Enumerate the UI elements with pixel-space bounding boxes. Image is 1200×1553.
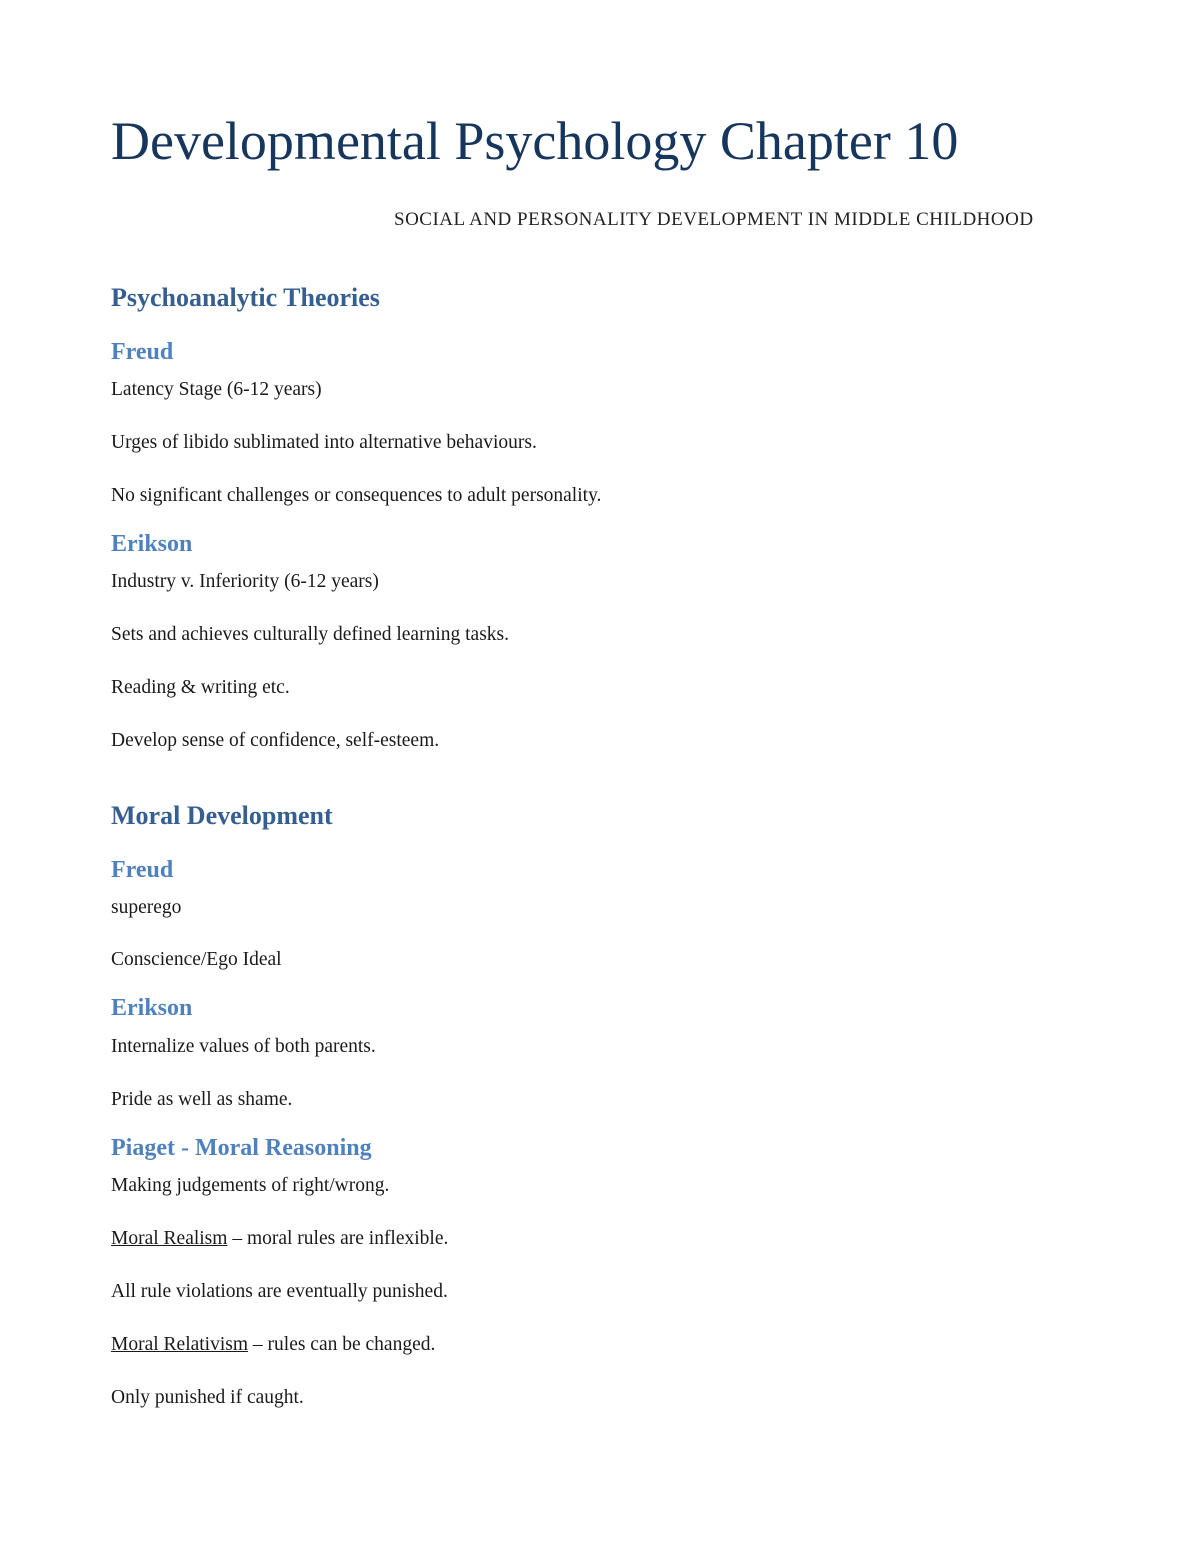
paragraph: Urges of libido sublimated into alternative behaviours. <box>111 432 537 453</box>
term-moral-realism: Moral Realism <box>111 1228 228 1249</box>
document-title: Developmental Psychology Chapter 10 <box>111 111 959 171</box>
paragraph: Conscience/Ego Ideal <box>111 949 282 970</box>
subheading-piaget-moral-reasoning: Piaget - Moral Reasoning <box>111 1135 372 1161</box>
paragraph: Internalize values of both parents. <box>111 1036 376 1057</box>
paragraph: Making judgements of right/wrong. <box>111 1175 390 1196</box>
subheading-freud: Freud <box>111 857 174 883</box>
document-subtitle: SOCIAL AND PERSONALITY DEVELOPMENT IN MIDDLE CHILDHOOD <box>394 209 1034 230</box>
term-moral-relativism: Moral Relativism <box>111 1334 249 1355</box>
definition-text: – rules can be changed. <box>248 1334 436 1355</box>
paragraph-moral-relativism <box>111 1332 435 1358</box>
paragraph: Latency Stage (6-12 years) <box>111 379 322 400</box>
paragraph: superego <box>111 897 182 918</box>
paragraph-moral-realism <box>111 1226 448 1252</box>
subheading-erikson: Erikson <box>111 531 193 557</box>
paragraph: Develop sense of confidence, self-esteem. <box>111 730 440 751</box>
subheading-erikson: Erikson <box>111 995 193 1021</box>
paragraph: No significant challenges or consequences to adult personality. <box>111 485 602 506</box>
definition-text: – moral rules are inflexible. <box>227 1228 449 1249</box>
paragraph: Only punished if caught. <box>111 1387 304 1408</box>
subheading-freud: Freud <box>111 339 174 365</box>
paragraph: All rule violations are eventually punished. <box>111 1281 448 1302</box>
section-heading-psychoanalytic-theories: Psychoanalytic Theories <box>111 283 380 312</box>
section-heading-moral-development: Moral Development <box>111 801 333 830</box>
paragraph: Industry v. Inferiority (6-12 years) <box>111 571 379 592</box>
paragraph: Sets and achieves culturally defined learning tasks. <box>111 624 509 645</box>
paragraph: Reading & writing etc. <box>111 677 290 698</box>
paragraph: Pride as well as shame. <box>111 1089 293 1110</box>
